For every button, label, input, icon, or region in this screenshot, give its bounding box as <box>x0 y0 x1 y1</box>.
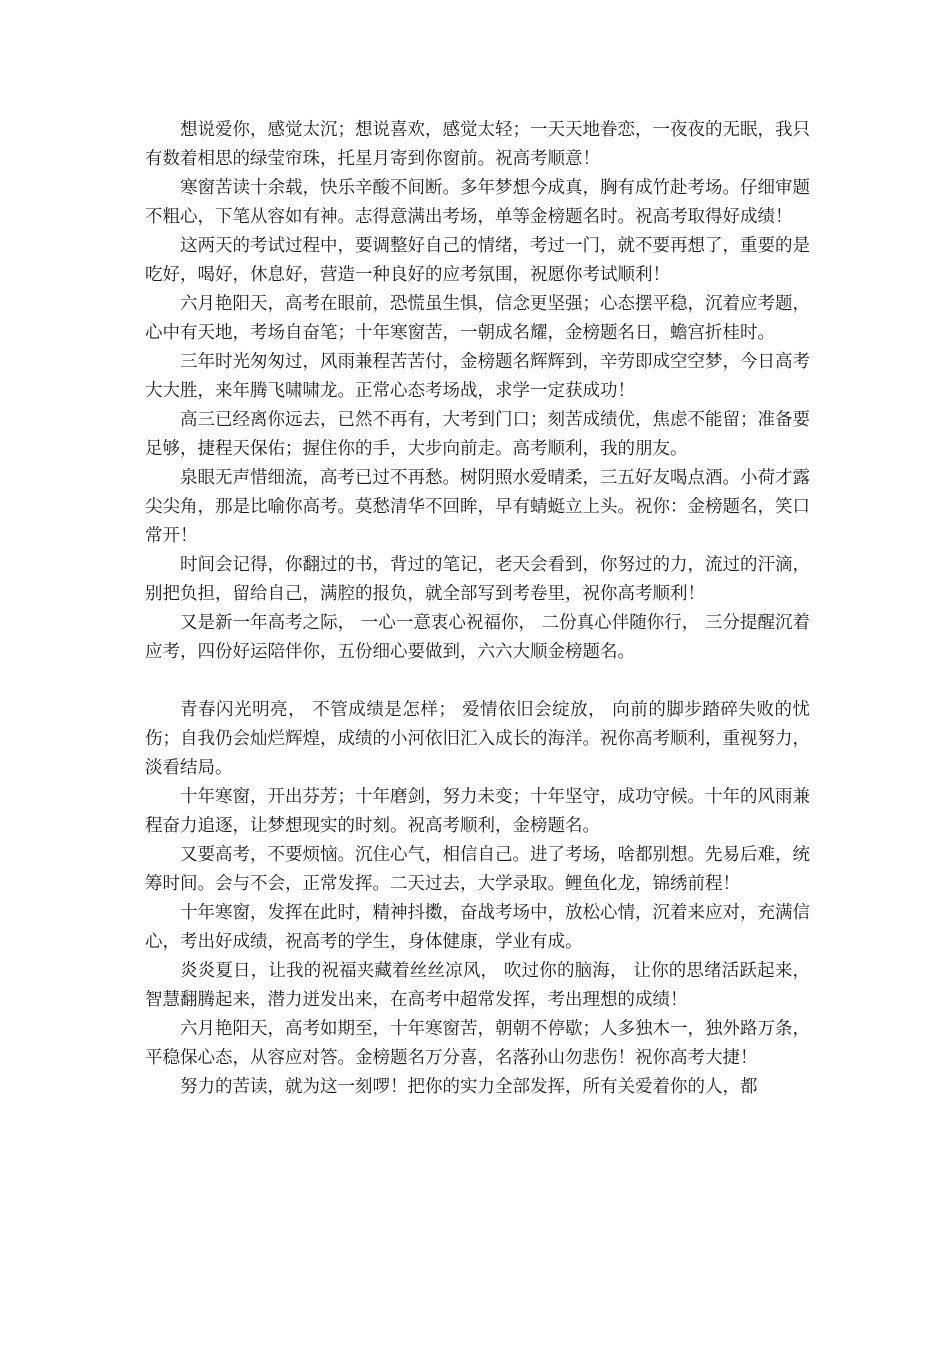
paragraph-12: 又要高考，不要烦恼。沉住心气，相信自己。进了考场，啥都别想。先易后难，统筹时间。会与不会，正常发挥。二天过去，大学录取。鲤鱼化龙，锦绣前程！ <box>145 845 810 894</box>
paragraph-7: 泉眼无声惜细流，高考已过不再愁。树阴照水爱晴柔，三五好友喝点酒。小荷才露尖尖角，那是比喻你高考。莫愁清华不回眸，早有蜻蜓立上头。祝你：金榜题名，笑口常开！ <box>145 468 810 546</box>
paragraph-3: 这两天的考试过程中，要调整好自己的情绪，考过一门，就不要再想了，重要的是吃好，喝好，休息好，营造一种良好的应考氛围，祝愿你考试顺利！ <box>145 236 810 285</box>
paragraph-1: 想说爱你，感觉太沉；想说喜欢，感觉太轻；一天天地眷恋，一夜夜的无眠，我只有数着相思的绿莹帘珠，托星月寄到你窗前。祝高考顺意！ <box>145 120 810 169</box>
paragraph-9: 又是新一年高考之际， 一心一意衷心祝福你， 二份真心伴随你行， 三分提醒沉着应考，四份好运陪伴你，五份细心要做到，六六大顺金榜题名。 <box>145 613 810 662</box>
blank-line <box>145 667 810 696</box>
paragraph-5: 三年时光匆匆过，风雨兼程苦苦付，金榜题名辉辉到，辛劳即成空空梦，今日高考大大胜，来年腾飞啸啸龙。正常心态考场战，求学一定获成功！ <box>145 352 810 401</box>
paragraph-14: 炎炎夏日，让我的祝福夹藏着丝丝凉风， 吹过你的脑海， 让你的思绪活跃起来，智慧翻腾起来，潜力迸发出来，在高考中超常发挥，考出理想的成绩！ <box>145 961 810 1010</box>
paragraph-11: 十年寒窗，开出芬芳；十年磨剑，努力未变；十年坚守，成功守候。十年的风雨兼程奋力追逐，让梦想现实的时刻。祝高考顺利，金榜题名。 <box>145 787 810 836</box>
paragraph-16: 努力的苦读，就为这一刻啰！把你的实力全部发挥，所有关爱着你的人，都 <box>180 1077 758 1097</box>
paragraph-2: 寒窗苦读十余载，快乐辛酸不间断。多年梦想今成真，胸有成竹赴考场。仔细审题不粗心，下笔从容如有神。志得意满出考场，单等金榜题名时。祝高考取得好成绩！ <box>145 178 810 227</box>
paragraph-10: 青春闪光明亮， 不管成绩是怎样； 爱情依旧会绽放， 向前的脚步踏碎失败的忧伤；自我仍会灿烂辉煌，成绩的小河依旧汇入成长的海洋。祝你高考顺利，重视努力，淡看结局。 <box>145 700 810 778</box>
paragraph-15: 六月艳阳天，高考如期至，十年寒窗苦，朝朝不停歇；人多独木一，独外路万条，平稳保心态，从容应对答。金榜题名万分喜，名落孙山勿悲伤！祝你高考大捷！ <box>145 1019 810 1068</box>
paragraph-8: 时间会记得，你翻过的书，背过的笔记，老天会看到，你努过的力，流过的汗滴，别把负担，留给自己，满腔的报负，就全部写到考卷里，祝你高考顺利！ <box>145 555 810 604</box>
paragraph-13: 十年寒窗，发挥在此时，精神抖擞，奋战考场中，放松心情，沉着来应对，充满信心，考出好成绩，祝高考的学生，身体健康，学业有成。 <box>145 903 810 952</box>
document-body <box>145 116 810 1102</box>
paragraph-6: 高三已经离你远去，已然不再有，大考到门口；刻苦成绩优，焦虑不能留；准备要足够，捷程天保佑；握住你的手，大步向前走。高考顺利，我的朋友。 <box>145 410 810 459</box>
paragraph-4: 六月艳阳天，高考在眼前，恐慌虽生惧，信念更坚强；心态摆平稳，沉着应考题，心中有天地，考场自奋笔；十年寒窗苦，一朝成名耀，金榜题名日，蟾宫折桂时。 <box>145 294 810 343</box>
